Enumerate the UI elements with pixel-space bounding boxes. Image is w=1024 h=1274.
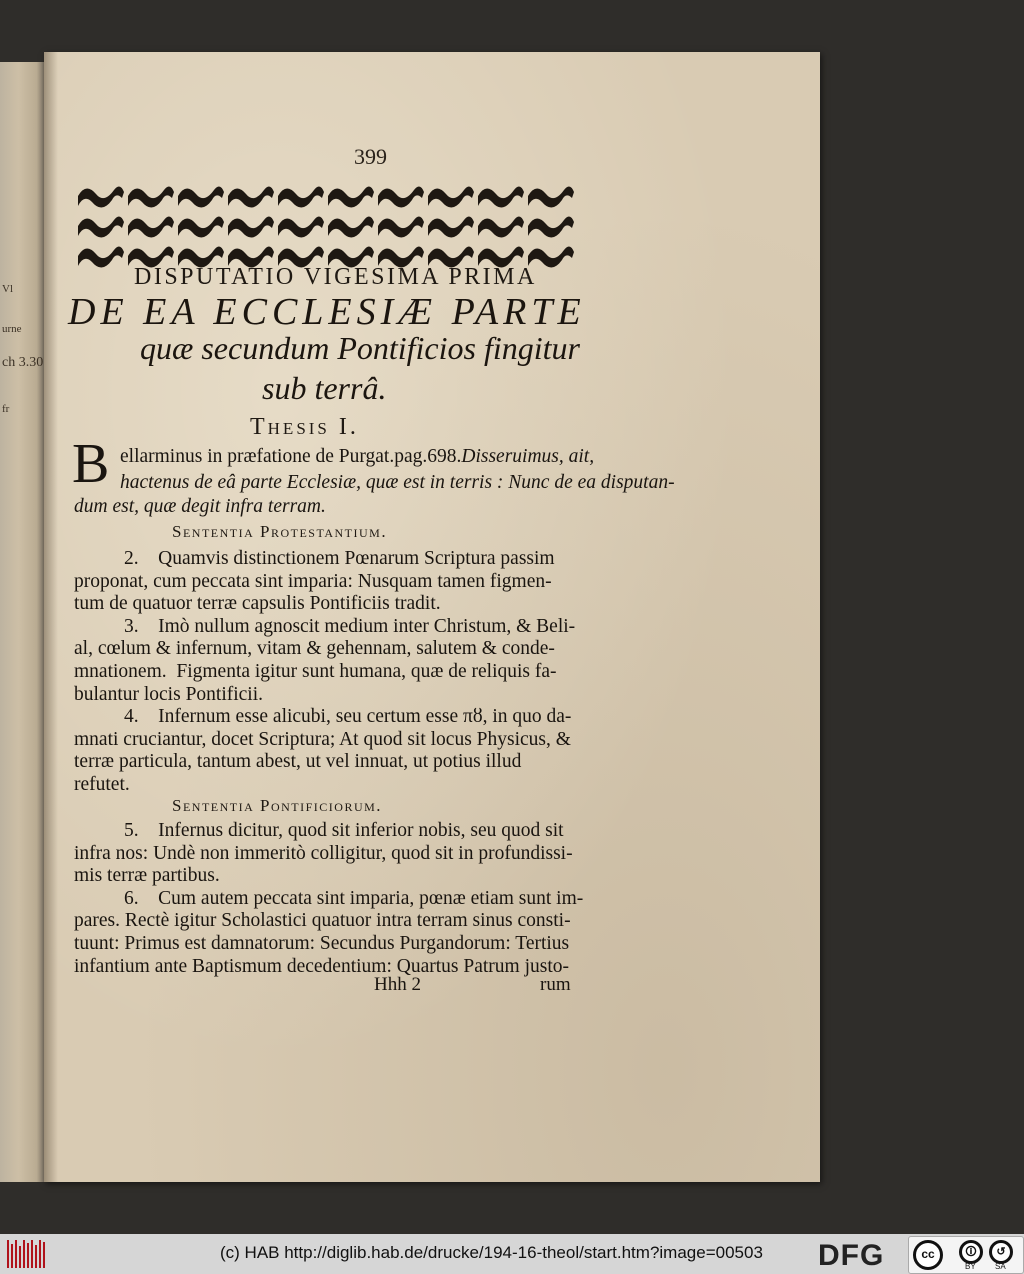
ornament-dot — [99, 201, 105, 207]
page-number: 399 — [354, 144, 387, 169]
catchword: rum — [540, 974, 571, 995]
ornament-dot — [249, 231, 255, 237]
ornament-dot — [449, 231, 455, 237]
book-page — [44, 52, 820, 1182]
body-text-line: 2. Quamvis distinctionem Pœnarum Scriptura passim — [124, 548, 555, 569]
ornament-dot — [499, 201, 505, 207]
body-text-line: tuunt: Primus est damnatorum: Secundus Purgandorum: Tertius — [74, 933, 570, 954]
disputation-subtitle: DE EA ECCLESIÆ PARTE — [68, 291, 586, 333]
share-alike-icon: ↺ — [989, 1240, 1013, 1264]
person-icon: 🛈 — [959, 1240, 983, 1264]
ornament-dot — [199, 231, 205, 237]
body-text-line: tum de quatuor terræ capsulis Pontificiis tradit. — [74, 593, 441, 615]
gutter-shadow — [44, 52, 58, 1182]
ornament-dot — [349, 231, 355, 237]
disputation-subtitle-italic-line-1: quæ secundum Pontificios fingitur — [140, 330, 580, 366]
ornament-dot — [149, 201, 155, 207]
disputation-title: DISPUTATIO VIGESIMA PRIMA — [134, 264, 537, 290]
disputation-subtitle-italic-line-2: sub terrâ. — [262, 370, 387, 406]
thesis-heading: Thesis I. — [250, 414, 359, 440]
ornament-dot — [549, 231, 555, 237]
ornament-dot — [249, 201, 255, 207]
ornament-dot — [299, 201, 305, 207]
facing-page-edge — [0, 62, 46, 1182]
ornament-dot — [149, 231, 155, 237]
thesis-line-italic: Disseruimus, ait, — [461, 446, 595, 467]
thesis-line — [120, 446, 594, 468]
ornament-dot — [99, 231, 105, 237]
ornament-dot — [399, 231, 405, 237]
signature-mark: Hhh 2 — [374, 974, 421, 995]
body-text-line: mnationem. Figmenta igitur sunt humana, quæ de reliquis fa- — [74, 661, 557, 682]
cc-license-badge[interactable] — [908, 1236, 1024, 1274]
facing-page-fragment: urne — [2, 323, 22, 335]
thesis-line: hactenus de eâ parte Ecclesiæ, quæ est in terris : Nunc de ea disputan- — [120, 472, 675, 493]
body-text-line: refutet. — [74, 774, 130, 795]
ornament-dot — [99, 261, 105, 267]
body-text-line: 5. Infernus dicitur, quod sit inferior nobis, seu quod sit — [124, 820, 564, 841]
body-text-line: infantium ante Baptismum decedentium: Quartus Patrum justo- — [74, 955, 569, 977]
body-text-line: 6. Cum autem peccata sint imparia, pœnæ etiam sunt im- — [124, 887, 584, 909]
facing-page-fragment: fr — [2, 403, 10, 415]
body-text-line: bulantur locis Pontificii. — [74, 683, 264, 705]
thesis-line-roman: ellarminus in præfatione de Purgat.pag.698. — [120, 446, 462, 467]
ornament-dot — [499, 231, 505, 237]
ornament-dot — [549, 201, 555, 207]
footer-bar — [0, 1234, 1024, 1274]
barcode-icon — [6, 1238, 46, 1270]
ornament-dot — [399, 201, 405, 207]
ornament-dot — [299, 231, 305, 237]
ornament-dot — [549, 261, 555, 267]
body-text-line: mis terræ partibus. — [74, 865, 220, 887]
body-text-line: 3. Imò nullum agnoscit medium inter Christum, & Beli- — [124, 615, 576, 637]
body-text-line: mnati cruciantur, docet Scriptura; At quod sit locus Physicus, & — [74, 728, 571, 750]
drop-cap: B — [72, 433, 110, 495]
body-text-line: pares. Rectè igitur Scholastici quatuor intra terram sinus consti- — [74, 910, 571, 932]
cc-sa-label: SA — [995, 1262, 1006, 1271]
dfg-logo: DFG — [818, 1239, 885, 1272]
ornament-dot — [349, 201, 355, 207]
body-text-line: infra nos: Undè non immeritò colligitur, quod sit in profundissi- — [74, 842, 573, 864]
body-text-line: 4. Infernum esse alicubi, seu certum esse πȣ, in quo da- — [124, 706, 572, 728]
body-text-line: terræ particula, tantum abest, ut vel innuat, ut potius illud — [74, 751, 522, 773]
ornament-dot — [199, 201, 205, 207]
facing-page-fragment: ch 3.30 — [2, 355, 44, 370]
body-text-line: proponat, cum peccata sint imparia: Nusquam tamen figmen- — [74, 570, 552, 592]
thesis-line: dum est, quæ degit infra terram. — [74, 496, 326, 517]
ornament-dot — [449, 201, 455, 207]
creative-commons-icon: cc — [913, 1240, 943, 1270]
copyright-link[interactable]: (c) HAB http://diglib.hab.de/drucke/194-16-theol/start.htm?image=00503 — [220, 1243, 763, 1262]
section-heading-protestantium: Sententia Protestantium. — [172, 522, 388, 541]
facing-page-fragment: Vl — [2, 283, 13, 295]
cc-by-label: BY — [965, 1262, 976, 1271]
body-text-line: al, cœlum & infernum, vitam & gehennam, salutem & conde- — [74, 638, 555, 660]
section-heading-pontificiorum: Sententia Pontificiorum. — [172, 796, 383, 815]
